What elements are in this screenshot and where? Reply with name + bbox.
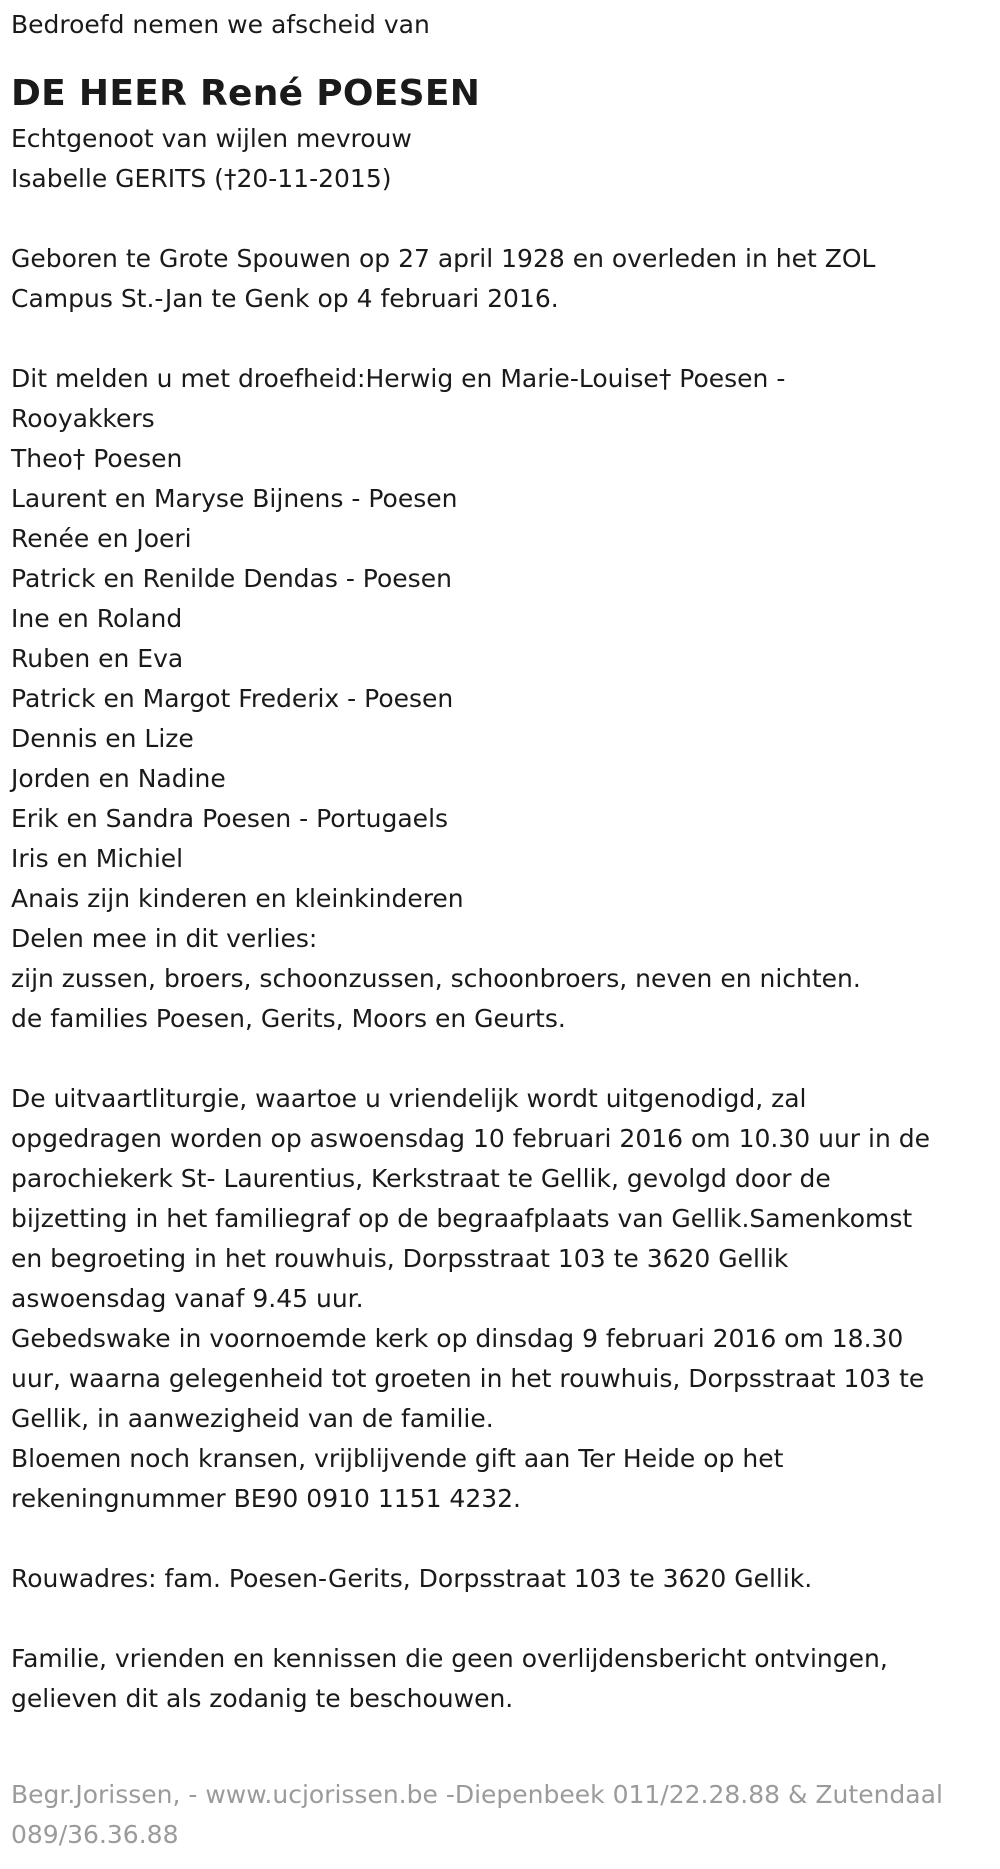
spouse-line: Isabelle GERITS (†20-11-2015): [11, 164, 392, 193]
ceremony-info: [11, 1079, 992, 1519]
family-line: Theo† Poesen: [11, 444, 183, 473]
family-line: Dennis en Lize: [11, 724, 194, 753]
ceremony-line: Gellik, in aanwezigheid van de familie.: [11, 1404, 494, 1433]
notice-info: [11, 1639, 992, 1719]
family-line: Rooyakkers: [11, 404, 155, 433]
notice-line: Familie, vrienden en kennissen die geen overlijdensbericht ontvingen,: [11, 1644, 888, 1673]
spouse-line: Echtgenoot van wijlen mevrouw: [11, 124, 412, 153]
ceremony-line: Gebedswake in voornoemde kerk op dinsdag 9 februari 2016 om 18.30: [11, 1324, 904, 1353]
notice-line: gelieven dit als zodanig te beschouwen.: [11, 1684, 514, 1713]
family-list: [11, 359, 992, 1039]
ceremony-line: parochiekerk St- Laurentius, Kerkstraat te Gellik, gevolgd door de: [11, 1164, 831, 1193]
funeral-home-footer: [11, 1775, 943, 1855]
ceremony-line: bijzetting in het familiegraf op de begraafplaats van Gellik.Samenkomst: [11, 1204, 913, 1233]
family-line: Jorden en Nadine: [11, 764, 226, 793]
address-line: Rouwadres: fam. Poesen-Gerits, Dorpsstraat 103 te 3620 Gellik.: [11, 1564, 813, 1593]
family-line: de families Poesen, Gerits, Moors en Geurts.: [11, 1004, 566, 1033]
family-line: Anais zijn kinderen en kleinkinderen: [11, 884, 464, 913]
birth-line: Geboren te Grote Spouwen op 27 april 1928 en overleden in het ZOL: [11, 244, 876, 273]
family-line: zijn zussen, broers, schoonzussen, schoonbroers, neven en nichten.: [11, 964, 861, 993]
ceremony-line: Bloemen noch kransen, vrijblijvende gift aan Ter Heide op het: [11, 1444, 784, 1473]
ceremony-line: De uitvaartliturgie, waartoe u vriendelijk wordt uitgenodigd, zal: [11, 1084, 807, 1113]
birth-death-info: [11, 239, 992, 319]
family-line: Renée en Joeri: [11, 524, 192, 553]
ceremony-line: rekeningnummer BE90 0910 1151 4232.: [11, 1484, 521, 1513]
footer-line: Begr.Jorissen, - www.ucjorissen.be -Diepenbeek 011/22.28.88 & Zutendaal: [11, 1780, 943, 1809]
ceremony-line: opgedragen worden op aswoensdag 10 februari 2016 om 10.30 uur in de: [11, 1124, 931, 1153]
obituary-page: [0, 5, 1000, 1869]
family-line: Patrick en Margot Frederix - Poesen: [11, 684, 454, 713]
ceremony-line: uur, waarna gelegenheid tot groeten in het rouwhuis, Dorpsstraat 103 te: [11, 1364, 925, 1393]
family-line: Iris en Michiel: [11, 844, 184, 873]
mourning-address: [11, 1559, 992, 1599]
footer-line: 089/36.36.88: [11, 1820, 179, 1849]
family-line: Ruben en Eva: [11, 644, 184, 673]
deceased-name: DE HEER René POESEN: [11, 73, 481, 114]
family-line: Laurent en Maryse Bijnens - Poesen: [11, 484, 458, 513]
intro-text: Bedroefd nemen we afscheid van: [11, 10, 430, 39]
family-line: Dit melden u met droefheid:Herwig en Marie-Louise† Poesen -: [11, 364, 786, 393]
spouse-info: [11, 119, 992, 199]
ceremony-line: aswoensdag vanaf 9.45 uur.: [11, 1284, 364, 1313]
family-line: Patrick en Renilde Dendas - Poesen: [11, 564, 452, 593]
birth-line: Campus St.-Jan te Genk op 4 februari 2016.: [11, 284, 559, 313]
family-line: Erik en Sandra Poesen - Portugaels: [11, 804, 449, 833]
family-line: Ine en Roland: [11, 604, 183, 633]
ceremony-line: en begroeting in het rouwhuis, Dorpsstraat 103 te 3620 Gellik: [11, 1244, 789, 1273]
family-line: Delen mee in dit verlies:: [11, 924, 318, 953]
